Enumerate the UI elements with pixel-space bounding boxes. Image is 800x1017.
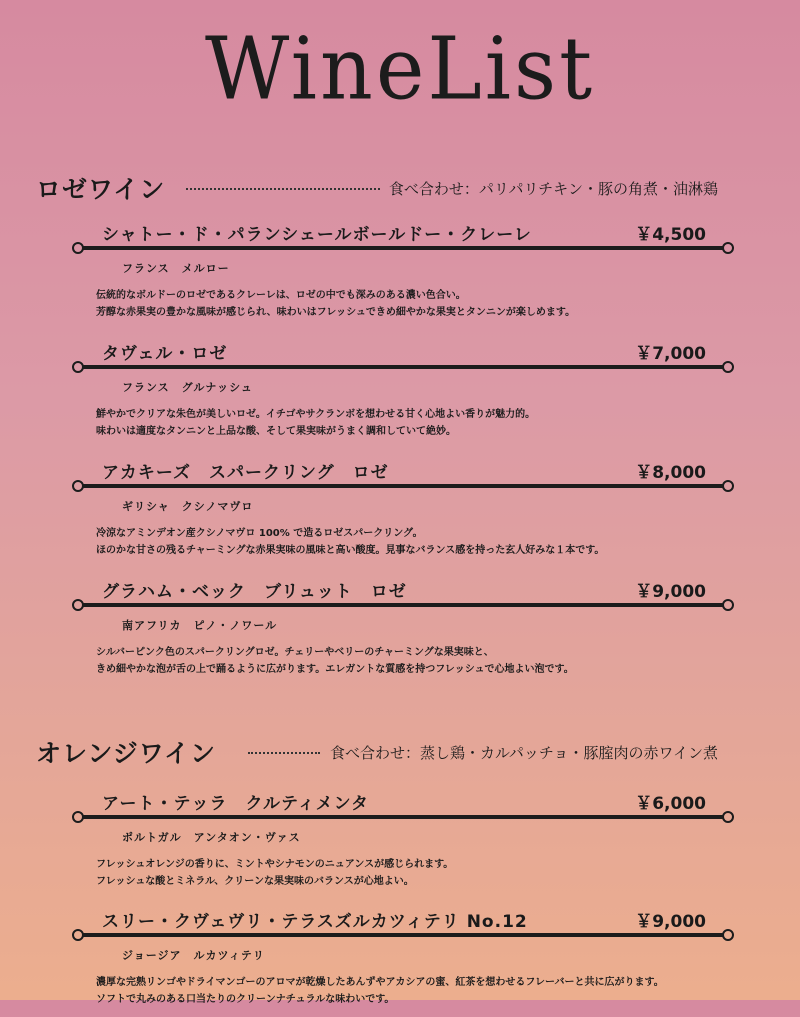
section-title: オレンジワイン (36, 739, 217, 768)
leader-dots (248, 752, 320, 754)
wine-description: 濃厚な完熟リンゴやドライマンゴーのアロマが乾燥したあんずやアカシアの蜜、紅茶を想わせるフレーバーと共に広がります。 ソフトで丸みのある口当たりのクリーンナチュラルな味わいです。 (96, 977, 664, 1005)
pairing-text: 食べ合わせ：蒸し鶏・カルパッチョ・豚腟肉の赤ワイン煮 (329, 744, 718, 762)
wine-item (0, 907, 800, 1017)
section-header-rose (0, 170, 800, 206)
wine-description: 伝統的なボルドーのロゼであるクレーレは、ロゼの中でも深みのある濃い色合い。 芳醇な赤果実の豊かな風味が感じられ、味わいはフレッシュできめ細やかな果実とタンニンが楽しめます。 (96, 290, 576, 318)
wine-price: ￥9,000 (635, 582, 706, 602)
wine-origin: ジョージア ルカツィテリ (122, 949, 265, 962)
wine-name: シャトー・ド・パランシェールボールドー・クレーレ (102, 225, 532, 245)
wine-item (0, 220, 800, 330)
divider-rule (72, 361, 734, 373)
wine-price: ￥7,000 (635, 344, 706, 364)
leader-dots (186, 188, 380, 190)
wine-price: ￥9,000 (635, 912, 706, 932)
wine-description: フレッシュオレンジの香りに、ミントやシナモンのニュアンスが感じられます。 フレッシュな酸とミネラル、クリーンな果実味のバランスが心地よい。 (96, 859, 454, 887)
wine-origin: フランス メルロー (122, 262, 230, 275)
wine-item (0, 339, 800, 449)
divider-rule (72, 811, 734, 823)
wine-price: ￥4,500 (635, 225, 706, 245)
wine-item (0, 577, 800, 687)
pairing-text: 食べ合わせ：パリパリチキン・豚の角煮・油淋鶏 (388, 180, 718, 198)
wine-name: アート・テッラ クルティメンタ (102, 794, 369, 814)
wine-name: グラハム・ベック ブリュット ロゼ (102, 582, 407, 602)
divider-rule (72, 599, 734, 611)
divider-rule (72, 242, 734, 254)
wine-origin: ポルトガル アンタオン・ヴァス (122, 831, 301, 844)
wine-item (0, 458, 800, 568)
wine-item (0, 789, 800, 899)
wine-description: 鮮やかでクリアな朱色が美しいロゼ。イチゴやサクランボを想わせる甘く心地よい香りが魅力的。 味わいは適度なタンニンと上品な酸、そして果実味がうまく調和していて絶妙。 (96, 409, 536, 437)
wine-name: スリー・クヴェヴリ・テラスズルカツィテリ No.12 (102, 912, 528, 932)
wine-origin: フランス グルナッシュ (122, 381, 253, 394)
wine-price: ￥6,000 (635, 794, 706, 814)
wine-description: シルバーピンク色のスパークリングロゼ。チェリーやベリーのチャーミングな果実味と、 きめ細やかな泡が舌の上で踊るように広がります。エレガントな質感を持つフレッシュで心地よい泡です。 (96, 647, 574, 675)
divider-rule (72, 929, 734, 941)
page-title: WineList (204, 19, 596, 120)
wine-origin: 南アフリカ ピノ・ノワール (122, 619, 278, 632)
wine-origin: ギリシャ クシノマヴロ (122, 500, 254, 513)
section-header-orange (0, 734, 800, 770)
wine-description: 冷涼なアミンデオン産クシノマヴロ 100% で造るロゼスパークリング。 ほのかな甘さの残るチャーミングな赤果実味の風味と高い酸度。見事なバランス感を持った玄人好みな１本です。 (96, 528, 605, 556)
wine-name: タヴェル・ロゼ (102, 344, 228, 364)
wine-price: ￥8,000 (635, 463, 706, 483)
divider-rule (72, 480, 734, 492)
section-title: ロゼワイン (36, 175, 166, 204)
wine-name: アカキーズ スパークリング ロゼ (102, 463, 389, 483)
